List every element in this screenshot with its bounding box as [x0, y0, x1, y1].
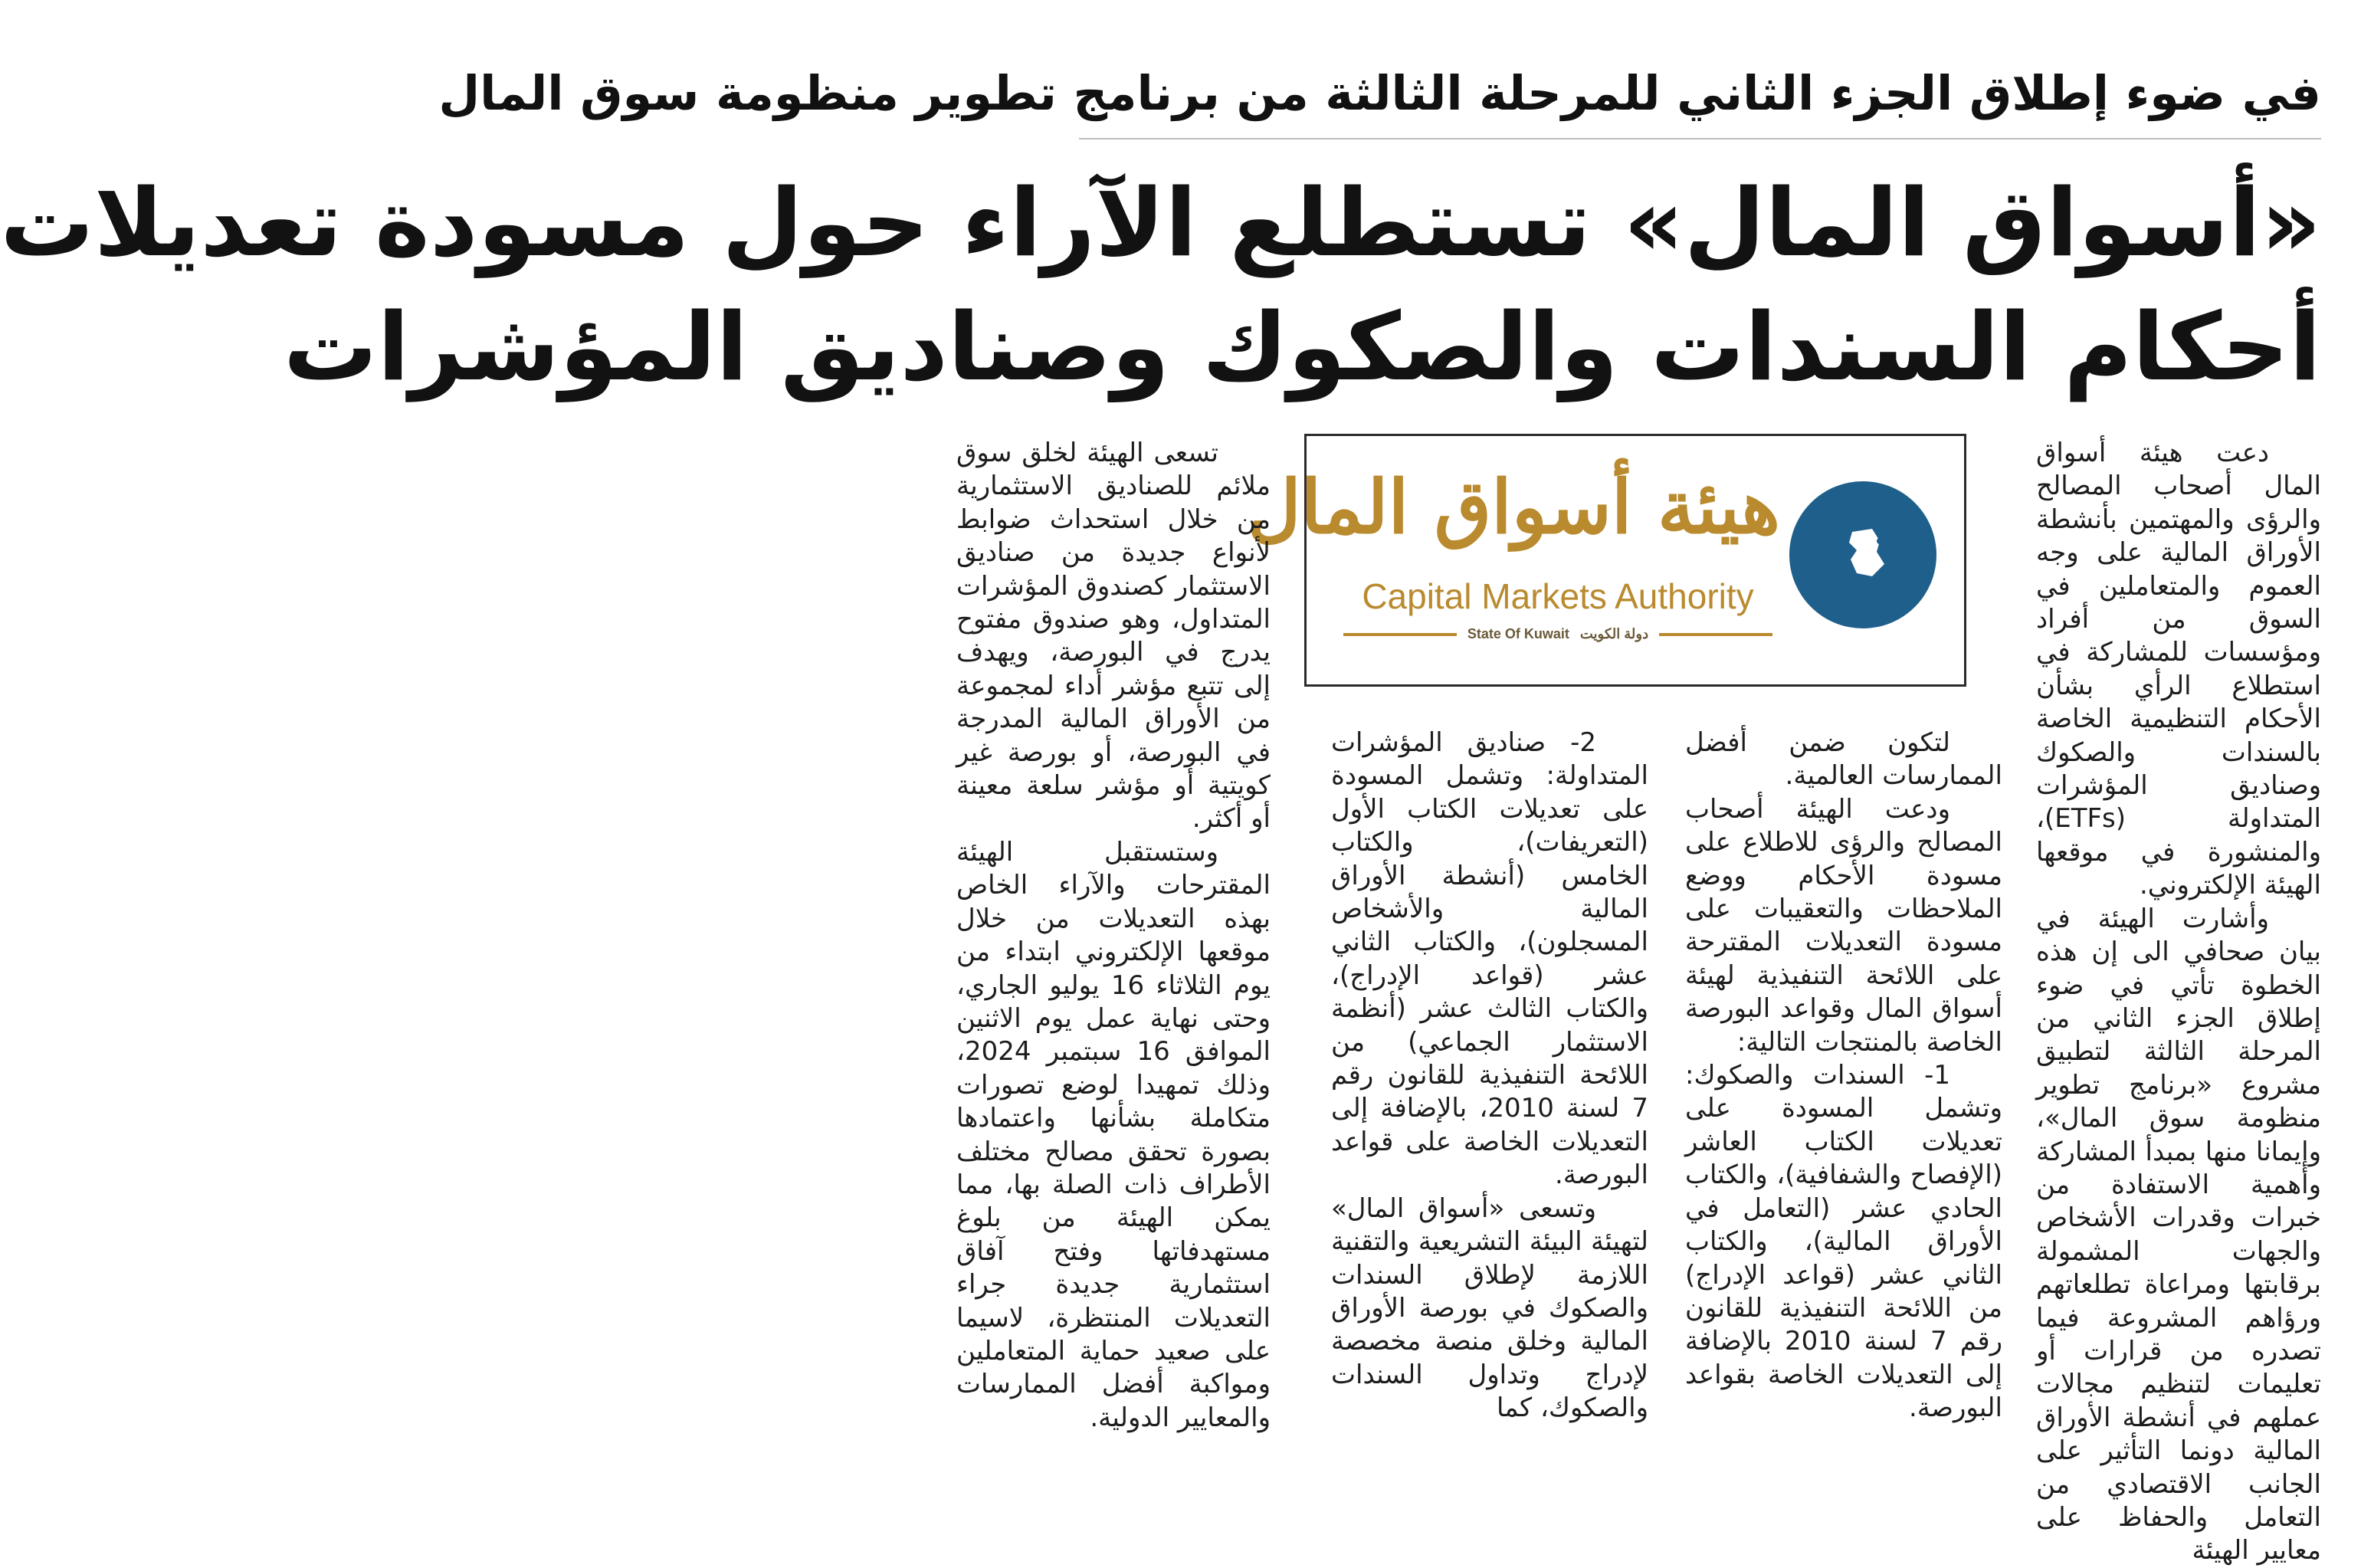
paragraph: دعت هيئة أسواق المال أصحاب المصالح والرؤى والمهتمين بأنشطة الأوراق المالية على وجه العموم والمتعاملين في السوق من أفراد ومؤسسات للمشاركة في استطلاع الرأي بشأن الأحكام التنظيمية الخاصة بالسندات والصكوك وصناديق المؤشرات المتداولة (ETFs)، والمنشورة في موقعها الهيئة الإلكتروني. [2036, 438, 2321, 901]
headline-line-1: «أسواق المال» تستطلع الآراء حول مسودة تعديلات [0, 169, 2321, 277]
paragraph: لتكون ضمن أفضل الممارسات العالمية. [1685, 727, 2002, 792]
logo-english-name: Capital Markets Authority [1362, 576, 1754, 616]
text-column-3 [1331, 727, 1648, 1425]
logo-state-en: State Of Kuwait [1467, 626, 1569, 641]
article-kicker: في ضوء إطلاق الجزء الثاني للمرحلة الثالثة من برنامج تطوير منظومة سوق المال [438, 65, 2321, 121]
paragraph: وتسعى «أسواق المال» لتهيئة البيئة التشريعية والتقنية اللازمة لإطلاق السندات والصكوك في بورصة الأوراق المالية وخلق منصة مخصصة لإدراج وتداول السندات والصكوك، كما [1331, 1192, 1648, 1424]
paragraph: ودعت الهيئة أصحاب المصالح والرؤى للاطلاع على مسودة الأحكام ووضع الملاحظات والتعقيبات على مسودة التعديلات المقترحة على اللائحة التنفيذية لهيئة أسواق المال وقواعد البورصة الخاصة بالمنتجات التالية: [1685, 793, 2002, 1058]
headline-line-2: أحكام السندات والصكوك وصناديق المؤشرات [283, 293, 2321, 402]
text-column-1 [2036, 437, 2321, 1568]
cma-logo-image [1247, 434, 1966, 687]
paragraph: 1- السندات والصكوك: وتشمل المسودة على تعديلات الكتاب العاشر (الإفصاح والشفافية)، والكتاب الحادي عشر (التعامل في الأوراق المالية)، والكتاب الثاني عشر (قواعد الإدراج) من اللائحة التنفيذية للقانون رقم 7 لسنة 2010 بالإضافة إلى التعديلات الخاصة بقواعد البورصة. [1685, 1060, 2002, 1424]
article-headline [0, 161, 2321, 410]
paragraph: وأشارت الهيئة في بيان صحافي الى إن هذه الخطوة تأتي في ضوء إطلاق الجزء الثاني من المرحلة الثالثة لتطبيق مشروع «برنامج تطوير منظومة سوق المال»، وإيمانا منها بمبدأ المشاركة وأهمية الاستفادة من خبرات وقدرات الأشخاص والجهات المشمولة برقابتها ومراعاة تطلعاتهم ورؤاهم المشروعة فيما تصدره من قرارات أو تعليمات لتنظيم مجالات عملهم في أنشطة الأوراق المالية دونما التأثير على الجانب الاقتصادي من التعامل والحفاظ على معايير الهيئة [2036, 903, 2321, 1566]
logo-rule-left [1343, 633, 1457, 636]
paragraph: 2- صناديق المؤشرات المتداولة: وتشمل المسودة على تعديلات الكتاب الأول (التعريفات)، والكتاب الخامس (أنشطة الأوراق المالية والأشخاص المسجلون)، والكتاب الثاني عشر (قواعد الإدراج)، والكتاب الثالث عشر (أنظمة الاستثمار الجماعي) من اللائحة التنفيذية للقانون رقم 7 لسنة 2010، بالإضافة إلى التعديلات الخاصة على قواعد البورصة. [1331, 727, 1648, 1191]
paragraph: تسعى الهيئة لخلق سوق ملائم للصناديق الاستثمارية من خلال استحداث ضوابط لأنواع جديدة من صناديق الاستثمار كصندوق المؤشرات المتداول، وهو صندوق مفتوح يدرج في البورصة، ويهدف إلى تتبع مؤشر أداء لمجموعة من الأوراق المالية المدرجة في البورصة، أو بورصة غير كويتية أو مؤشر سلعة معينة أو أكثر. [956, 438, 1271, 835]
logo-rule-right [1659, 633, 1772, 636]
text-column-4 [956, 437, 1271, 1435]
paragraph: وستستقبل الهيئة المقترحات والآراء الخاص بهذه التعديلات من خلال موقعها الإلكتروني ابتداء من يوم الثلاثاء 16 يوليو الجاري، وحتى نهاية عمل يوم الاثنين الموافق 16 سبتمبر 2024، وذلك تمهيدا لوضع تصورات متكاملة بشأنها واعتمادها بصورة تحقق مصالح مختلف الأطراف ذات الصلة بها، مما يمكن الهيئة من بلوغ مستهدفاتها وفتح آفاق استثمارية جديدة جراء التعديلات المنتظرة، لاسيما على صعيد حماية المتعاملين ومواكبة أفضل الممارسات والمعايير الدولية. [956, 836, 1271, 1433]
kuwait-map-emblem-icon [1786, 478, 1940, 631]
kicker-divider [1079, 138, 2321, 139]
logo-state-line [1343, 626, 1772, 642]
text-column-2 [1685, 727, 2002, 1425]
logo-state-ar: دولة الكويت [1579, 626, 1649, 641]
logo-arabic-name: هيئة أسواق المال [1247, 464, 1780, 550]
